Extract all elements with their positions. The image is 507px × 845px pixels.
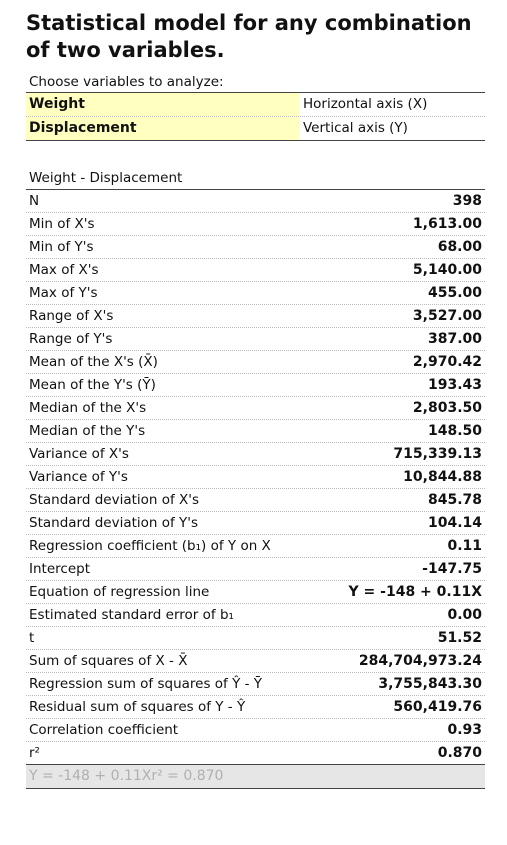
row-label: Standard deviation of X's bbox=[29, 492, 200, 508]
row-value: Y = -148 + 0.11X bbox=[348, 584, 482, 600]
table-row bbox=[26, 466, 485, 489]
row-label: Variance of Y's bbox=[29, 469, 128, 485]
row-label: Regression sum of squares of Ŷ - Ȳ bbox=[29, 676, 263, 692]
variable-row-x bbox=[26, 93, 485, 117]
table-row bbox=[26, 742, 485, 765]
row-label: Standard deviation of Y's bbox=[29, 515, 199, 531]
choose-variables-label: Choose variables to analyze: bbox=[26, 72, 485, 93]
row-label: N bbox=[29, 193, 40, 209]
row-label: Intercept bbox=[29, 561, 90, 577]
row-value: 0.00 bbox=[447, 607, 482, 623]
row-value: 148.50 bbox=[427, 423, 482, 439]
y-axis-label: Vertical axis (Y) bbox=[303, 120, 408, 136]
row-label: Range of X's bbox=[29, 308, 114, 324]
row-value: 715,339.13 bbox=[393, 446, 482, 462]
table-row bbox=[26, 282, 485, 305]
table-row bbox=[26, 558, 485, 581]
row-label: Sum of squares of X - X̄ bbox=[29, 653, 188, 669]
row-label: Min of Y's bbox=[29, 239, 94, 255]
row-value: 3,527.00 bbox=[412, 308, 482, 324]
table-row bbox=[26, 719, 485, 742]
table-row bbox=[26, 604, 485, 627]
row-label: Correlation coefficient bbox=[29, 722, 179, 738]
table-row bbox=[26, 627, 485, 650]
table-row bbox=[26, 328, 485, 351]
row-label: Regression coefficient (b₁) of Y on X bbox=[29, 538, 271, 554]
row-value: 455.00 bbox=[427, 285, 482, 301]
row-value: 68.00 bbox=[437, 239, 482, 255]
row-value: 10,844.88 bbox=[403, 469, 482, 485]
row-value: 1,613.00 bbox=[412, 216, 482, 232]
row-value: 2,803.50 bbox=[412, 400, 482, 416]
x-variable-selector[interactable]: Weight bbox=[26, 93, 299, 116]
table-row bbox=[26, 489, 485, 512]
row-value: 5,140.00 bbox=[412, 262, 482, 278]
table-row bbox=[26, 581, 485, 604]
table-row bbox=[26, 213, 485, 236]
y-variable-selector[interactable]: Displacement bbox=[26, 117, 299, 140]
row-label: t bbox=[29, 630, 35, 646]
row-label: Median of the Y's bbox=[29, 423, 146, 439]
row-value: 2,970.42 bbox=[412, 354, 482, 370]
table-row bbox=[26, 443, 485, 466]
row-value: 845.78 bbox=[427, 492, 482, 508]
row-label: Variance of X's bbox=[29, 446, 129, 462]
row-label: Range of Y's bbox=[29, 331, 113, 347]
row-label: Residual sum of squares of Y - Ŷ bbox=[29, 699, 246, 715]
table-row bbox=[26, 696, 485, 719]
table-row bbox=[26, 673, 485, 696]
table-row bbox=[26, 190, 485, 213]
row-label: Mean of the X's (X̄) bbox=[29, 354, 158, 370]
row-label: Mean of the Y's (Ȳ) bbox=[29, 377, 156, 393]
table-row bbox=[26, 650, 485, 673]
page-title: Statistical model for any combination of two variables. bbox=[26, 11, 472, 62]
row-value: 398 bbox=[452, 193, 482, 209]
variable-row-y bbox=[26, 117, 485, 141]
row-value: 387.00 bbox=[427, 331, 482, 347]
row-label: Median of the X's bbox=[29, 400, 147, 416]
row-value: 284,704,973.24 bbox=[358, 653, 482, 669]
table-row bbox=[26, 351, 485, 374]
results-table bbox=[26, 190, 485, 765]
summary-footer: Y = -148 + 0.11Xr² = 0.870 bbox=[26, 765, 485, 789]
row-label: Max of Y's bbox=[29, 285, 98, 301]
row-value: 51.52 bbox=[437, 630, 482, 646]
row-label: Min of X's bbox=[29, 216, 95, 232]
table-row bbox=[26, 535, 485, 558]
table-row bbox=[26, 397, 485, 420]
table-row bbox=[26, 305, 485, 328]
row-value: 0.11 bbox=[447, 538, 482, 554]
stats-panel bbox=[26, 10, 485, 789]
row-value: 3,755,843.30 bbox=[378, 676, 482, 692]
x-axis-label: Horizontal axis (X) bbox=[303, 96, 428, 112]
table-row bbox=[26, 259, 485, 282]
row-label: r² bbox=[29, 745, 40, 761]
row-value: 104.14 bbox=[427, 515, 482, 531]
row-value: 0.93 bbox=[447, 722, 482, 738]
row-label: Estimated standard error of b₁ bbox=[29, 607, 234, 623]
row-value: 0.870 bbox=[437, 745, 482, 761]
table-row bbox=[26, 420, 485, 443]
results-table-title: Weight - Displacement bbox=[26, 167, 485, 190]
table-row bbox=[26, 236, 485, 259]
row-value: -147.75 bbox=[422, 561, 482, 577]
table-row bbox=[26, 512, 485, 535]
row-value: 560,419.76 bbox=[393, 699, 482, 715]
row-value: 193.43 bbox=[427, 377, 482, 393]
row-label: Equation of regression line bbox=[29, 584, 210, 600]
table-row bbox=[26, 374, 485, 397]
row-label: Max of X's bbox=[29, 262, 99, 278]
